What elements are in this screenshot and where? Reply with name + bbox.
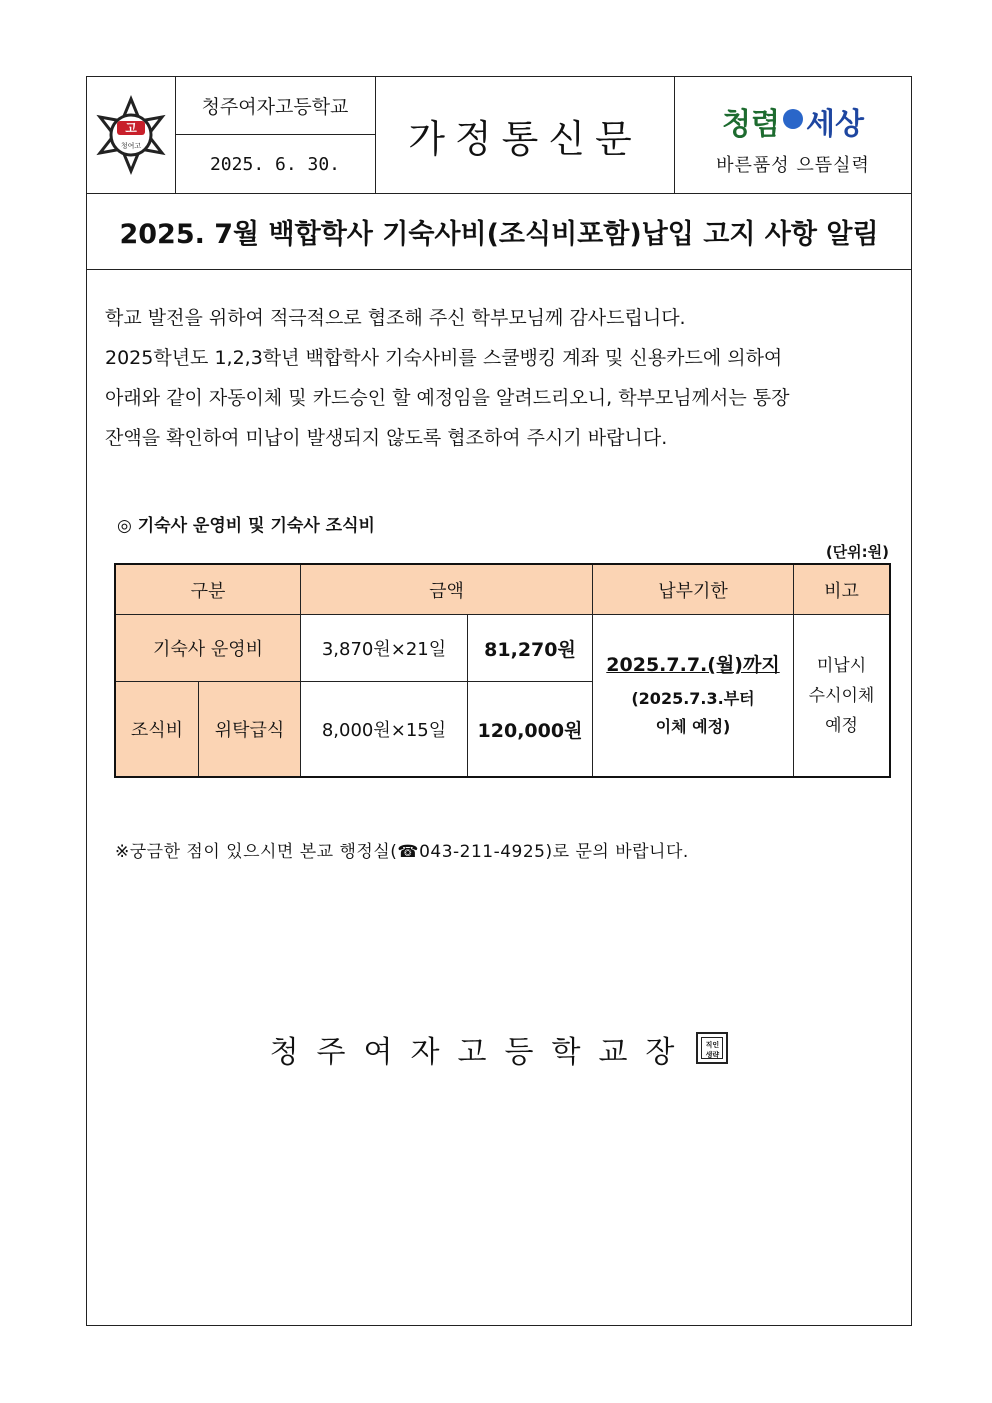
- inquiry-note: ※궁금한 점이 있으시면 본교 행정실(☎043-211-4925)로 문의 바랍니다.: [115, 842, 689, 862]
- principal-name: 청주여자고등학교장: [269, 1035, 693, 1070]
- header-category: 구분: [116, 565, 301, 615]
- note-cell: [794, 615, 889, 776]
- header-row: [87, 77, 911, 194]
- notice-frame: [86, 76, 912, 1326]
- brand-part2: 세상: [806, 107, 864, 142]
- section-title: ◎ 기숙사 운영비 및 기숙사 조식비: [117, 516, 375, 536]
- row-dorm-total: 81,270원: [468, 615, 593, 682]
- document-title: 가정통신문: [376, 77, 675, 193]
- body-line: 2025학년도 1,2,3학년 백합학사 기숙사비를 스쿨뱅킹 계좌 및 신용카드에 의하여: [105, 347, 783, 369]
- notice-subject: 2025. 7월 백합학사 기숙사비(조식비포함)납입 고지 사항 알림: [87, 193, 911, 270]
- row-breakfast-calc: 8,000원×15일: [301, 682, 468, 776]
- school-info-cell: [175, 77, 376, 193]
- body-line: 아래와 같이 자동이체 및 카드승인 할 예정임을 알려드리오니, 학부모님께서는 통장: [105, 387, 790, 409]
- official-seal-icon: [696, 1032, 728, 1064]
- header-amount: 금액: [301, 565, 593, 615]
- note-line: 예정: [825, 715, 858, 736]
- brand-mark-icon: [783, 109, 803, 129]
- row-breakfast-subcategory: 위탁급식: [199, 682, 301, 776]
- brand-part1: 청렴: [722, 107, 780, 142]
- unit-label: (단위:원): [825, 543, 889, 561]
- body-paragraph: [105, 298, 905, 458]
- header-note: 비고: [794, 565, 889, 615]
- issue-date: 2025. 6. 30.: [209, 153, 341, 175]
- integrity-logo: [675, 97, 911, 145]
- deadline-sub: 이체 예정): [655, 717, 731, 736]
- row-breakfast-total: 120,000원: [468, 682, 593, 776]
- deadline-cell: [593, 615, 794, 776]
- principal-signature: [87, 1027, 911, 1071]
- deadline-sub: (2025.7.3.부터: [631, 689, 755, 708]
- seal-line: 직인: [705, 1040, 720, 1049]
- row-dorm-category: 기숙사 운영비: [116, 615, 301, 682]
- row-breakfast-category: 조식비: [116, 682, 199, 776]
- school-motto: 바른품성 으뜸실력: [716, 155, 870, 176]
- body-line: 학교 발전을 위하여 적극적으로 협조해 주신 학부모님께 감사드립니다.: [105, 307, 686, 329]
- school-name: 청주여자고등학교: [175, 77, 375, 135]
- school-emblem-icon: [87, 77, 175, 193]
- emblem-ring-text: 청여고: [120, 142, 142, 150]
- seal-line: 생략: [705, 1050, 720, 1059]
- note-line: 수시이체: [808, 685, 875, 706]
- row-dorm-calc: 3,870원×21일: [301, 615, 468, 682]
- emblem-char: 고: [125, 121, 137, 135]
- deadline-date: 2025.7.7.(월)까지: [606, 654, 780, 676]
- school-logo-cell: [87, 77, 176, 193]
- motto-cell: [675, 77, 911, 193]
- note-line: 미납시: [816, 655, 867, 676]
- body-line: 잔액을 확인하여 미납이 발생되지 않도록 협조하여 주시기 바랍니다.: [105, 427, 668, 449]
- header-deadline: 납부기한: [593, 565, 794, 615]
- fee-table: [114, 563, 891, 778]
